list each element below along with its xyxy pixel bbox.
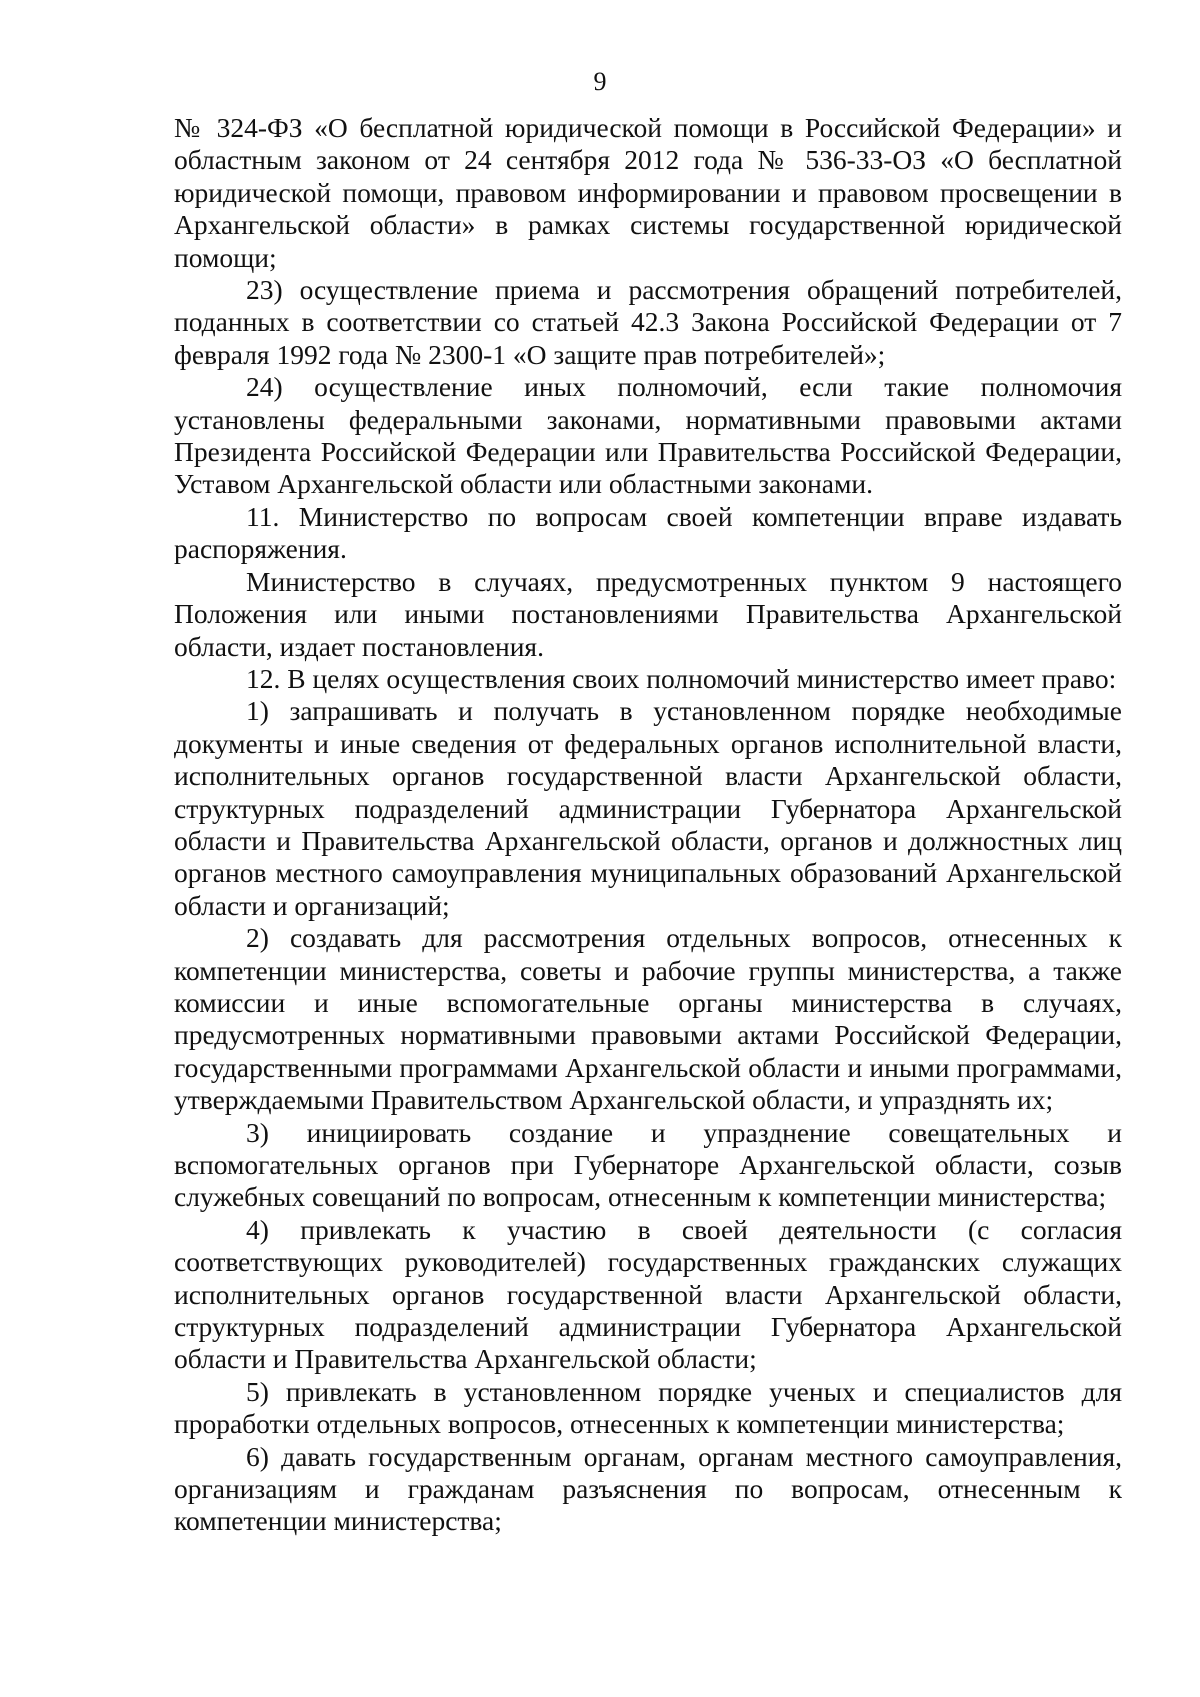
paragraph-clause-11-decrees: Министерство в случаях, предусмотренных пунктом 9 настоящего Положения или иными постановлениями Правительства Архангельской области, издает постановления.: [174, 565, 1122, 662]
paragraph-right-1: 1) запрашивать и получать в установленном порядке необходимые документы и иные сведения от федеральных органов исполнительной власти, исполнительных органов государственной власти Архангельской области, структурных подразделений администрации Губернатора Архангельской области и Правительства Архангельской области, органов и должностных лиц органов местного самоуправления муниципальных образований Архангельской области и организаций;: [174, 695, 1122, 921]
paragraph-right-3: 3) инициировать создание и упразднение совещательных и вспомогательных органов при Губернаторе Архангельской области, созыв служебных совещаний по вопросам, отнесенным к компетенции министерства;: [174, 1116, 1122, 1213]
paragraph-clause-12: 12. В целях осуществления своих полномочий министерство имеет право:: [246, 662, 1117, 694]
paragraph-item-23: 23) осуществление приема и рассмотрения обращений потребителей, поданных в соответствии со статьей 42.3 Закона Российской Федерации от 7 февраля 1992 года № 2300-1 «О защите прав потребителей»;: [174, 274, 1122, 370]
document-body: [174, 112, 1122, 1538]
paragraph-clause-11: 11. Министерство по вопросам своей компетенции вправе издавать распоряжения.: [174, 500, 1122, 565]
paragraph-right-2: 2) создавать для рассмотрения отдельных вопросов, отнесенных к компетенции министерства, советы и рабочие группы министерства, а также комиссии и иные вспомогательные органы министерства в случаях, предусмотренных нормативными правовыми актами Российской Федерации, государственными программами Архангельской области и иными программами, утверждаемыми Правительством Архангельской области, и упразднять их;: [174, 922, 1122, 1116]
paragraph-continuation: № 324-ФЗ «О бесплатной юридической помощи в Российской Федерации» и областным законом от 24 сентября 2012 года № 536-33-ОЗ «О бесплатной юридической помощи, правовом информировании и правовом просвещении в Архангельской области» в рамках системы государственной юридической помощи;: [174, 112, 1122, 273]
paragraph-right-4: 4) привлекать к участию в своей деятельности (с согласия соответствующих руководителей) государственных гражданских служащих исполнительных органов государственной власти Архангельской области, структурных подразделений администрации Губернатора Архангельской области и Правительства Архангельской области;: [174, 1213, 1122, 1375]
paragraph-right-6: 6) давать государственным органам, органам местного самоуправления, организациям и гражданам разъяснения по вопросам, отнесенным к компетенции министерства;: [174, 1440, 1122, 1537]
paragraph-right-5: 5) привлекать в установленном порядке ученых и специалистов для проработки отдельных вопросов, отнесенных к компетенции министерства;: [174, 1375, 1122, 1440]
paragraph-item-24: 24) осуществление иных полномочий, если такие полномочия установлены федеральными законами, нормативными правовыми актами Президента Российской Федерации или Правительства Российской Федерации, Уставом Архангельской области или областными законами.: [174, 371, 1122, 500]
page-number: 9: [593, 67, 607, 96]
